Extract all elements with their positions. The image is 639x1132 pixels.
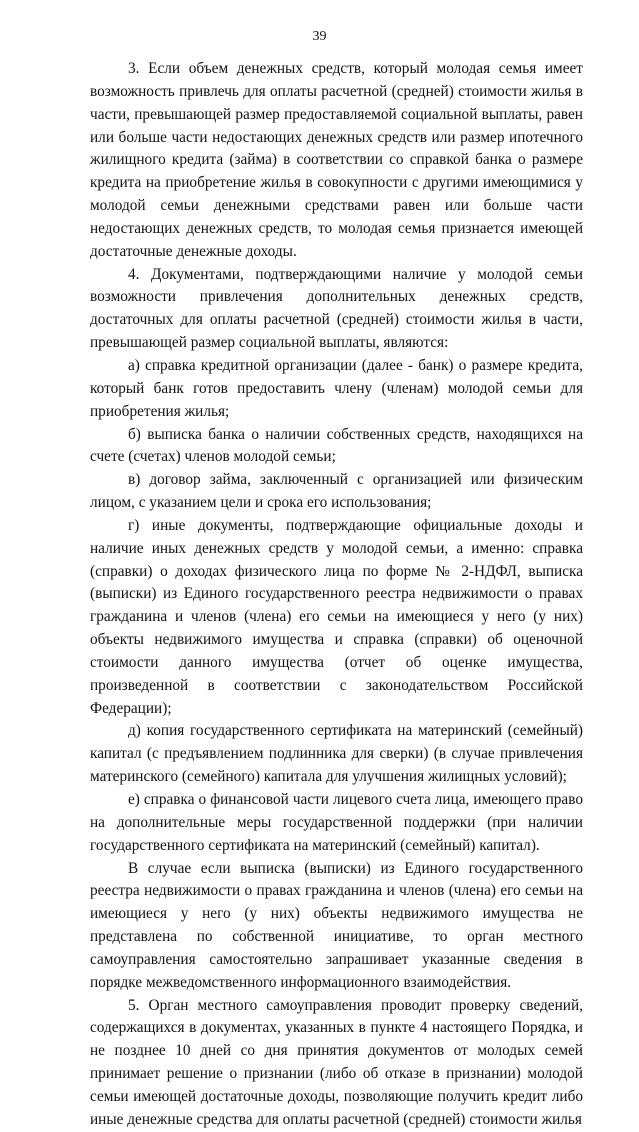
paragraph-4d: д) копия государственного сертификата на материнский (семейный) капитал (с предъявлением подлинника для сверки) (в случае привлечения материнского (семейного) капитала для улучшения жилищных условий);: [90, 722, 583, 786]
paragraph-3: 3. Если объем денежных средств, который молодая семья имеет возможность привлечь для оплаты расчетной (средней) стоимости жилья в части, превышающей размер предоставляемой социальной выплаты, равен или больше части недостающих денежных средств или размер ипотечного жилищного кредита (займа) в соответствии со справкой банка о размере кредита на приобретение жилья в совокупности с другими имеющимися у молодой семьи денежными средствами равен или больше части недостающих денежных средств, то молодая семья признается имеющей достаточные денежные доходы.: [90, 60, 583, 260]
document-body: [90, 58, 583, 1132]
paragraph-4a: а) справка кредитной организации (далее - банк) о размере кредита, который банк готов предоставить члену (членам) молодой семьи для приобретения жилья;: [90, 356, 583, 420]
paragraph-4e: е) справка о финансовой части лицевого счета лица, имеющего право на дополнительные меры государственной поддержки (при наличии государственного сертификата на материнский (семейный) капитал).: [90, 791, 583, 854]
paragraph-registry-request: В случае если выписка (выписки) из Единого государственного реестра недвижимости о правах гражданина и членов (члена) его семьи на имеющиеся у него (у них) объекты недвижимого имущества не представлена по собственной инициативе, то орган местного самоуправления самостоятельно запрашивает указанные сведения в порядке межведомственного информационного взаимодействия.: [90, 859, 583, 991]
page-number: 39: [312, 29, 327, 44]
paragraph-4v: в) договор займа, заключенный с организацией или физическим лицом, с указанием цели и срока его использования;: [90, 471, 583, 512]
paragraph-4: 4. Документами, подтверждающими наличие у молодой семьи возможности привлечения дополнительных денежных средств, достаточных для оплаты расчетной (средней) стоимости жилья в части, превышающей размер социальной выплаты, являются:: [90, 265, 583, 352]
paragraph-4b: б) выписка банка о наличии собственных средств, находящихся на счете (счетах) членов молодой семьи;: [90, 425, 583, 466]
paragraph-4g: г) иные документы, подтверждающие официальные доходы и наличие иных денежных средств у молодой семьи, а именно: справка (справки) о доходах физического лица по форме № 2-НДФЛ, выписка (выписки) из Единого государственного реестра недвижимости о правах гражданина и членов (члена) его семьи на имеющиеся у него (у них) объекты недвижимого имущества и справка (справки) об оценочной стоимости данного имущества (отчет об оценке имущества, произведенной в соответствии с законодательством Российской Федерации);: [90, 516, 583, 717]
paragraph-5: 5. Орган местного самоуправления проводит проверку сведений, содержащихся в документах, указанных в пункте 4 настоящего Порядка, и не позднее 10 дней со дня принятия документов от молодых семей принимает решение о признании (либо об отказе в признании) молодой семьи имеющей достаточные доходы, позволяющие получить кредит либо иные денежные средства для оплаты расчетной (средней) стоимости жилья: [90, 996, 583, 1128]
